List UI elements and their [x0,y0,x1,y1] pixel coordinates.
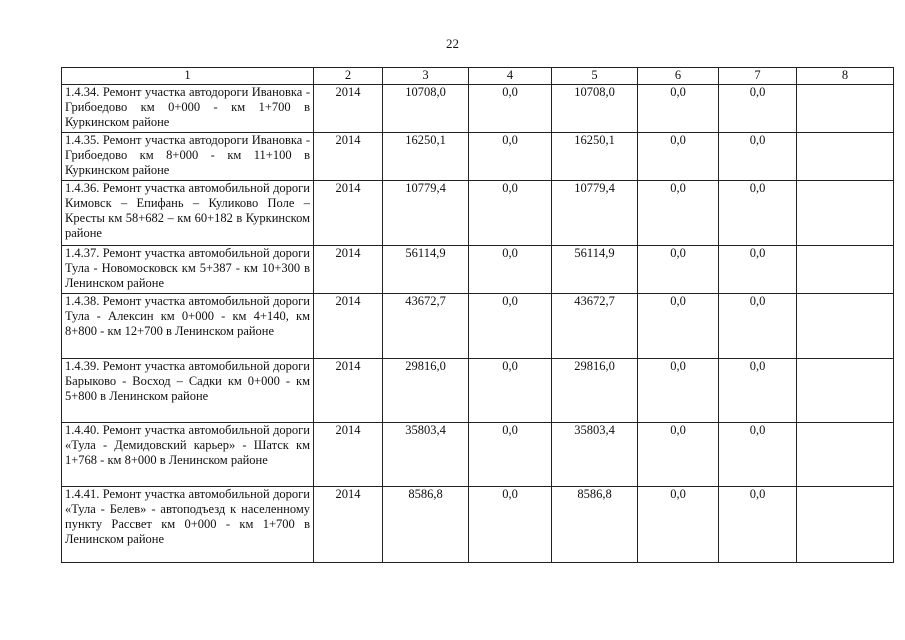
row-col3-cell: 29816,0 [383,359,469,423]
row-col7-cell: 0,0 [719,294,797,359]
page-number: 22 [446,36,459,51]
row-col4-cell: 0,0 [469,246,552,294]
table-row [62,487,894,563]
row-col5-cell: 10708,0 [552,85,638,133]
table-row [62,85,894,133]
row-col6-cell: 0,0 [638,423,719,487]
row-col4-cell: 0,0 [469,85,552,133]
row-col4-cell: 0,0 [469,294,552,359]
row-name-cell: 1.4.41. Ремонт участка автомобильной дороги «Тула - Белев» - автоподъезд к населенному пункту Рассвет км 0+000 - км 1+700 в Ленинском районе [62,487,314,563]
row-name-cell: 1.4.36. Ремонт участка автомобильной дороги Кимовск – Епифань – Куликово Поле – Кресты км 58+682 – км 60+182 в Куркинском районе [62,181,314,246]
row-col8-cell [797,85,894,133]
row-col6-cell: 0,0 [638,487,719,563]
table-row [62,294,894,359]
column-header-4: 4 [469,68,552,85]
row-col6-cell: 0,0 [638,181,719,246]
row-col3-cell: 35803,4 [383,423,469,487]
column-header-5: 5 [552,68,638,85]
table-row [62,133,894,181]
column-header-3: 3 [383,68,469,85]
row-year-cell: 2014 [314,181,383,246]
column-header-6: 6 [638,68,719,85]
row-col7-cell: 0,0 [719,487,797,563]
row-name-cell: 1.4.39. Ремонт участка автомобильной дороги Барыково - Восход – Садки км 0+000 - км 5+800 в Ленинском районе [62,359,314,423]
row-col4-cell: 0,0 [469,423,552,487]
table-row [62,359,894,423]
row-col3-cell: 10708,0 [383,85,469,133]
table-row [62,181,894,246]
row-name-cell: 1.4.34. Ремонт участка автодороги Ивановка - Грибоедово км 0+000 - км 1+700 в Куркинском районе [62,85,314,133]
row-col6-cell: 0,0 [638,359,719,423]
row-year-cell: 2014 [314,246,383,294]
table-row [62,246,894,294]
row-year-cell: 2014 [314,487,383,563]
row-col3-cell: 16250,1 [383,133,469,181]
row-col4-cell: 0,0 [469,181,552,246]
row-year-cell: 2014 [314,359,383,423]
row-col7-cell: 0,0 [719,85,797,133]
row-col6-cell: 0,0 [638,133,719,181]
budget-table [61,67,894,563]
row-name-cell: 1.4.35. Ремонт участка автодороги Ивановка - Грибоедово км 8+000 - км 11+100 в Куркинском районе [62,133,314,181]
row-col5-cell: 56114,9 [552,246,638,294]
row-col8-cell [797,181,894,246]
row-col7-cell: 0,0 [719,133,797,181]
row-col5-cell: 8586,8 [552,487,638,563]
row-year-cell: 2014 [314,133,383,181]
row-col8-cell [797,294,894,359]
row-col8-cell [797,359,894,423]
column-header-8: 8 [797,68,894,85]
row-col6-cell: 0,0 [638,246,719,294]
row-name-cell: 1.4.37. Ремонт участка автомобильной дороги Тула - Новомосковск км 5+387 - км 10+300 в Ленинском районе [62,246,314,294]
table-row [62,423,894,487]
row-col7-cell: 0,0 [719,359,797,423]
row-col8-cell [797,487,894,563]
column-header-2: 2 [314,68,383,85]
row-col6-cell: 0,0 [638,85,719,133]
row-col7-cell: 0,0 [719,181,797,246]
row-col5-cell: 35803,4 [552,423,638,487]
row-col6-cell: 0,0 [638,294,719,359]
row-name-cell: 1.4.40. Ремонт участка автомобильной дороги «Тула - Демидовский карьер» - Шатск км 1+768 - км 8+000 в Ленинском районе [62,423,314,487]
row-col8-cell [797,423,894,487]
row-col8-cell [797,246,894,294]
row-col4-cell: 0,0 [469,487,552,563]
column-header-1: 1 [62,68,314,85]
row-col3-cell: 8586,8 [383,487,469,563]
row-col5-cell: 16250,1 [552,133,638,181]
row-col8-cell [797,133,894,181]
row-col4-cell: 0,0 [469,359,552,423]
row-col3-cell: 43672,7 [383,294,469,359]
row-year-cell: 2014 [314,423,383,487]
column-header-7: 7 [719,68,797,85]
row-name-cell: 1.4.38. Ремонт участка автомобильной дороги Тула - Алексин км 0+000 - км 4+140, км 8+800 - км 12+700 в Ленинском районе [62,294,314,359]
row-year-cell: 2014 [314,85,383,133]
row-col7-cell: 0,0 [719,246,797,294]
row-year-cell: 2014 [314,294,383,359]
row-col3-cell: 56114,9 [383,246,469,294]
row-col3-cell: 10779,4 [383,181,469,246]
header-row [62,68,894,85]
row-col5-cell: 10779,4 [552,181,638,246]
row-col5-cell: 43672,7 [552,294,638,359]
row-col7-cell: 0,0 [719,423,797,487]
row-col5-cell: 29816,0 [552,359,638,423]
row-col4-cell: 0,0 [469,133,552,181]
